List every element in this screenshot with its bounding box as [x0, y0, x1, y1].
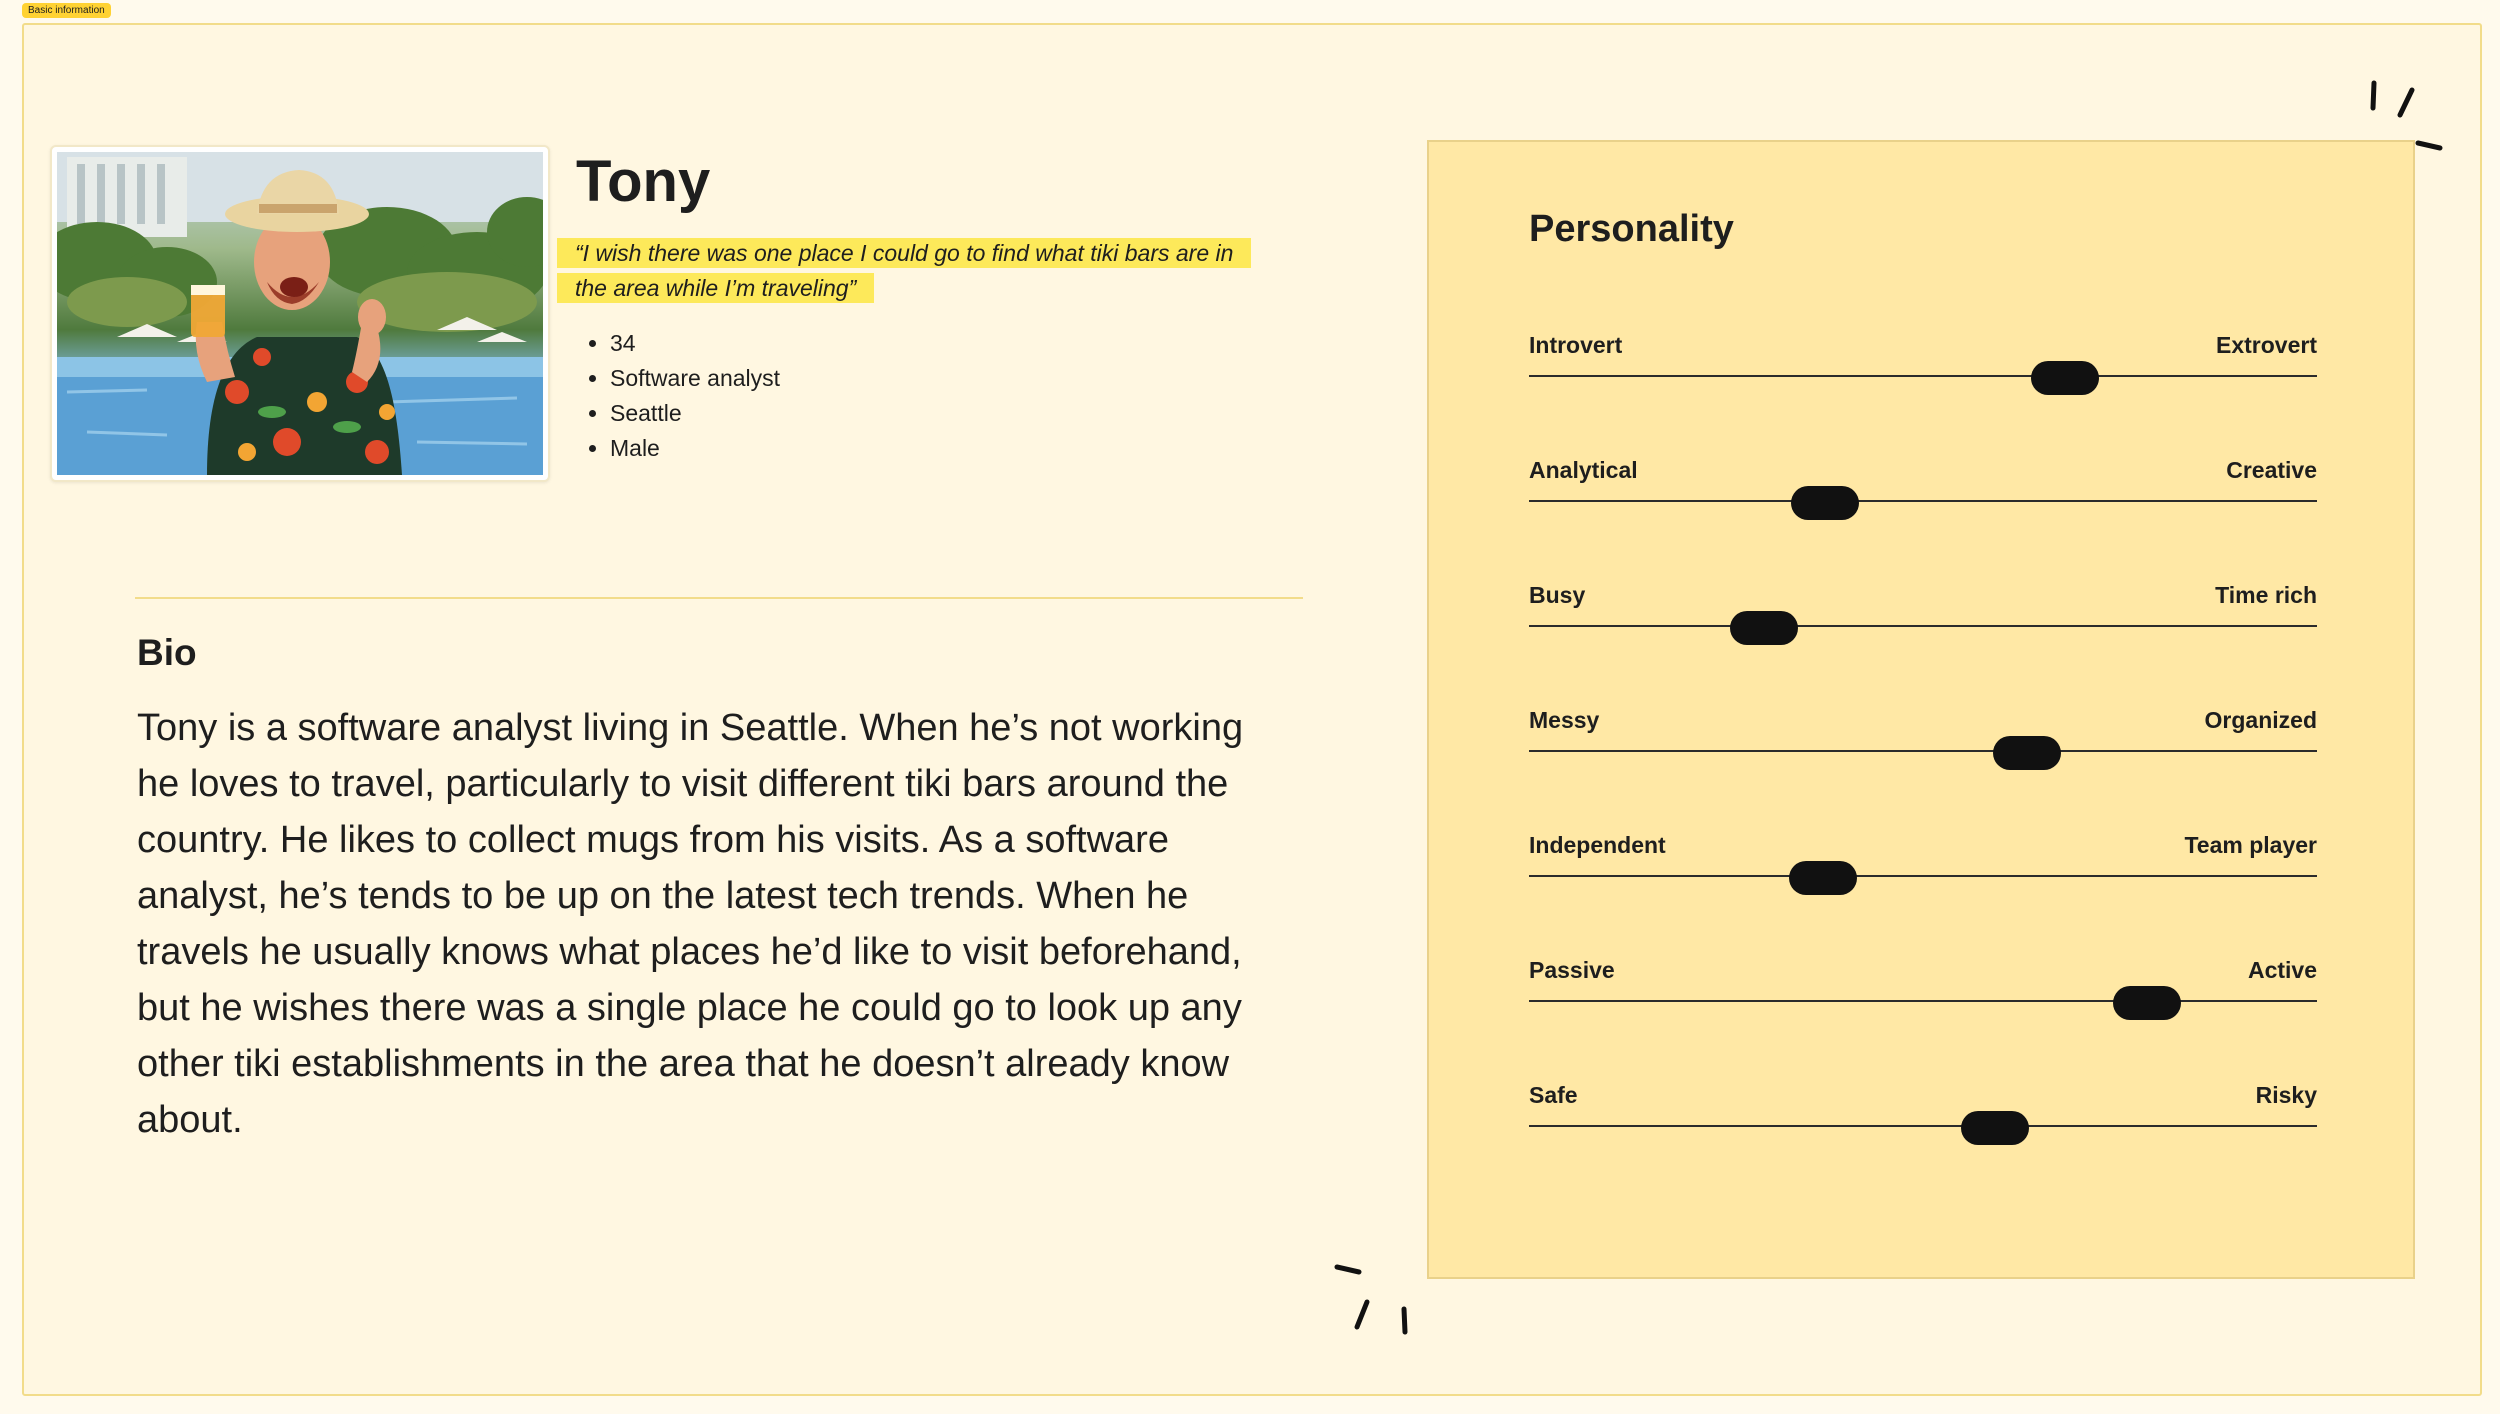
- bio-title: Bio: [137, 632, 197, 673]
- trait-right-label: Risky: [2255, 1082, 2317, 1108]
- trait-right-label: Team player: [2184, 832, 2317, 858]
- trait-left-label: Analytical: [1529, 457, 1638, 483]
- personality-title: Personality: [1529, 208, 1734, 250]
- trait-slider-track[interactable]: [1529, 625, 2317, 627]
- bio-text: Tony is a software analyst living in Seattle. When he’s not working he loves to travel, particularly to visit different tiki bars around the country. He likes to collect mugs from his visits. As a software analyst, he’s tends to be up on the latest tech trends. When he travels he usually knows what places he’d like to visit beforehand, but he wishes there was a single place he could go to look up any other tiki establishments in the area that he doesn’t already know about.: [137, 707, 1244, 1141]
- frame-label[interactable]: Basic information: [22, 3, 111, 18]
- trait-left-label: Messy: [1529, 707, 1600, 733]
- trait-left-label: Independent: [1529, 832, 1666, 858]
- persona-photo: [57, 152, 543, 475]
- trait-busy-timerich: [1529, 582, 2317, 652]
- sparkle-doodle-icon: [1325, 1255, 1415, 1340]
- trait-right-label: Time rich: [2215, 582, 2317, 608]
- trait-slider-track[interactable]: [1529, 1000, 2317, 1002]
- trait-safe-risky: [1529, 1082, 2317, 1152]
- fact-age: • 34: [610, 326, 780, 361]
- trait-left-label: Passive: [1529, 957, 1615, 983]
- persona-name: Tony: [576, 149, 711, 214]
- trait-slider-track[interactable]: [1529, 375, 2317, 377]
- persona-facts-list: [580, 326, 780, 466]
- trait-slider-track[interactable]: [1529, 750, 2317, 752]
- trait-left-label: Introvert: [1529, 332, 1623, 358]
- trait-introvert-extrovert: [1529, 332, 2317, 402]
- trait-right-label: Creative: [2226, 457, 2317, 483]
- section-divider: [135, 597, 1303, 599]
- personality-panel: [1427, 140, 2415, 1279]
- trait-slider-knob[interactable]: [1961, 1111, 2029, 1145]
- trait-right-label: Extrovert: [2216, 332, 2317, 358]
- trait-slider-track[interactable]: [1529, 1125, 2317, 1127]
- fact-occupation: • Software analyst: [610, 361, 780, 396]
- trait-slider-knob[interactable]: [1730, 611, 1798, 645]
- trait-slider-knob[interactable]: [2031, 361, 2099, 395]
- trait-slider-knob[interactable]: [1791, 486, 1859, 520]
- trait-slider-track[interactable]: [1529, 500, 2317, 502]
- trait-independent-teamplayer: [1529, 832, 2317, 902]
- persona-photo-card: [50, 145, 550, 482]
- trait-passive-active: [1529, 957, 2317, 1027]
- fact-location: • Seattle: [610, 396, 780, 431]
- trait-messy-organized: [1529, 707, 2317, 777]
- trait-slider-knob[interactable]: [1993, 736, 2061, 770]
- trait-slider-knob[interactable]: [1789, 861, 1857, 895]
- trait-left-label: Safe: [1529, 1082, 1578, 1108]
- trait-right-label: Organized: [2204, 707, 2317, 733]
- fact-gender: • Male: [610, 431, 780, 466]
- trait-slider-track[interactable]: [1529, 875, 2317, 877]
- trait-slider-knob[interactable]: [2113, 986, 2181, 1020]
- persona-quote-text: “I wish there was one place I could go to find what tiki bars are in the area while I’m traveling”: [557, 238, 1251, 303]
- sparkle-doodle-icon: [2360, 75, 2450, 160]
- trait-right-label: Active: [2247, 957, 2317, 983]
- persona-quote: [557, 236, 1247, 306]
- trait-analytical-creative: [1529, 457, 2317, 527]
- trait-left-label: Busy: [1529, 582, 1586, 608]
